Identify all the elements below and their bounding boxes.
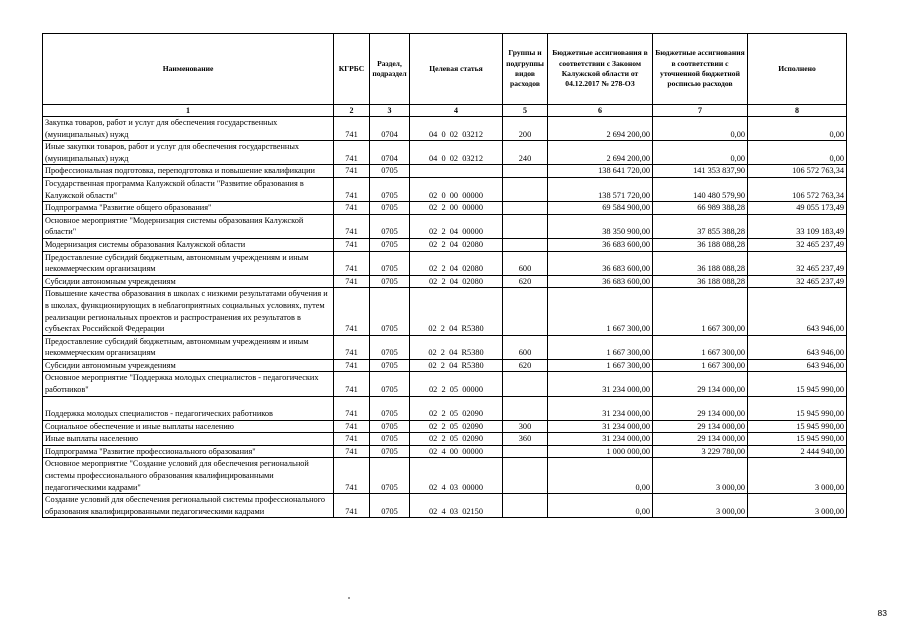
- cell-zakon: 2 694 200,00: [548, 117, 653, 141]
- cell-target: 02 2 05 02090: [410, 396, 503, 420]
- cell-zakon: 31 234 000,00: [548, 372, 653, 396]
- cell-name: Предоставление субсидий бюджетным, автономным учреждениям и иным некоммерческим организациям: [43, 251, 334, 275]
- cell-razdel: 0705: [370, 433, 410, 446]
- cell-zakon: 138 641 720,00: [548, 165, 653, 178]
- cell-kgrbs: 741: [334, 458, 370, 494]
- column-number-row: [43, 105, 847, 117]
- cell-name: Субсидии автономным учреждениям: [43, 275, 334, 288]
- cell-kgrbs: 741: [334, 202, 370, 215]
- cell-kgrbs: 741: [334, 238, 370, 251]
- cell-razdel: 0705: [370, 238, 410, 251]
- cell-razdel: 0705: [370, 372, 410, 396]
- cell-name: Социальное обеспечение и иные выплаты населению: [43, 420, 334, 433]
- table-row: [43, 214, 847, 238]
- cell-rospis: 36 188 088,28: [653, 251, 748, 275]
- cell-razdel: 0705: [370, 202, 410, 215]
- cell-target: 02 2 04 R5380: [410, 288, 503, 335]
- cell-target: 02 2 04 02080: [410, 251, 503, 275]
- table-row: [43, 396, 847, 420]
- cell-isp: 0,00: [748, 117, 847, 141]
- cell-zakon: 31 234 000,00: [548, 396, 653, 420]
- cell-razdel: 0705: [370, 445, 410, 458]
- cell-vid: 300: [503, 420, 548, 433]
- col-number: 3: [370, 105, 410, 117]
- cell-name: Основное мероприятие "Поддержка молодых специалистов - педагогических работников": [43, 372, 334, 396]
- cell-razdel: 0705: [370, 335, 410, 359]
- cell-target: 02 2 04 00000: [410, 214, 503, 238]
- cell-razdel: 0705: [370, 275, 410, 288]
- cell-kgrbs: 741: [334, 433, 370, 446]
- cell-name: Поддержка молодых специалистов - педагогических работников: [43, 396, 334, 420]
- table-row: [43, 238, 847, 251]
- cell-razdel: 0705: [370, 494, 410, 518]
- cell-name: Модернизация системы образования Калужской области: [43, 238, 334, 251]
- cell-target: 02 4 03 00000: [410, 458, 503, 494]
- cell-target: 02 2 04 02080: [410, 275, 503, 288]
- cell-isp: 3 000,00: [748, 494, 847, 518]
- cell-target: 02 0 00 00000: [410, 177, 503, 201]
- col-number: 5: [503, 105, 548, 117]
- cell-rospis: 29 134 000,00: [653, 372, 748, 396]
- cell-kgrbs: 741: [334, 372, 370, 396]
- cell-isp: 32 465 237,49: [748, 275, 847, 288]
- cell-kgrbs: 741: [334, 214, 370, 238]
- cell-rospis: 1 667 300,00: [653, 359, 748, 372]
- cell-kgrbs: 741: [334, 165, 370, 178]
- col-header-razdel: Раздел, подраздел: [370, 34, 410, 105]
- cell-vid: 360: [503, 433, 548, 446]
- table-row: [43, 445, 847, 458]
- col-header-target: Целевая статья: [410, 34, 503, 105]
- cell-rospis: 3 229 780,00: [653, 445, 748, 458]
- cell-zakon: 31 234 000,00: [548, 420, 653, 433]
- cell-name: Профессиональная подготовка, переподготовка и повышение квалификации: [43, 165, 334, 178]
- cell-rospis: 1 667 300,00: [653, 335, 748, 359]
- cell-kgrbs: 741: [334, 396, 370, 420]
- cell-isp: 106 572 763,34: [748, 165, 847, 178]
- cell-razdel: 0705: [370, 177, 410, 201]
- table-body: [43, 105, 847, 518]
- cell-razdel: 0705: [370, 396, 410, 420]
- col-number: 6: [548, 105, 653, 117]
- table-row: [43, 275, 847, 288]
- cell-isp: 643 946,00: [748, 359, 847, 372]
- cell-name: Основное мероприятие "Модернизация системы образования Калужской области": [43, 214, 334, 238]
- cell-kgrbs: 741: [334, 445, 370, 458]
- cell-isp: 32 465 237,49: [748, 238, 847, 251]
- page-number: 83: [877, 608, 887, 618]
- cell-target: 02 2 00 00000: [410, 202, 503, 215]
- cell-vid: [503, 372, 548, 396]
- cell-razdel: 0705: [370, 251, 410, 275]
- cell-razdel: 0705: [370, 420, 410, 433]
- cell-zakon: 36 683 600,00: [548, 275, 653, 288]
- cell-name: Создание условий для обеспечения региональной системы профессионального образования квалифицированными педагогическими кадрами: [43, 494, 334, 518]
- budget-table: [42, 33, 847, 518]
- cell-isp: 15 945 990,00: [748, 433, 847, 446]
- cell-razdel: 0705: [370, 165, 410, 178]
- cell-razdel: 0704: [370, 141, 410, 165]
- col-header-rospis: Бюджетные ассигнования в соответствии с уточненной бюджетной росписью расходов: [653, 34, 748, 105]
- cell-kgrbs: 741: [334, 359, 370, 372]
- cell-rospis: 140 480 579,90: [653, 177, 748, 201]
- cell-name: Закупка товаров, работ и услуг для обеспечения государственных (муниципальных) нужд: [43, 117, 334, 141]
- cell-rospis: 29 134 000,00: [653, 396, 748, 420]
- cell-name: Основное мероприятие "Создание условий для обеспечения региональной системы профессионального образования квалифицированными педагогическими кадрами": [43, 458, 334, 494]
- cell-kgrbs: 741: [334, 275, 370, 288]
- cell-name: Государственная программа Калужской области "Развитие образования в Калужской области": [43, 177, 334, 201]
- cell-vid: 600: [503, 251, 548, 275]
- cell-zakon: 38 350 900,00: [548, 214, 653, 238]
- cell-target: 02 4 00 00000: [410, 445, 503, 458]
- table-row: [43, 335, 847, 359]
- cell-zakon: 2 694 200,00: [548, 141, 653, 165]
- cell-vid: [503, 458, 548, 494]
- cell-rospis: 37 855 388,28: [653, 214, 748, 238]
- cell-kgrbs: 741: [334, 117, 370, 141]
- table-row: [43, 288, 847, 335]
- cell-vid: 620: [503, 359, 548, 372]
- table-row: [43, 372, 847, 396]
- cell-target: [410, 165, 503, 178]
- cell-razdel: 0704: [370, 117, 410, 141]
- col-header-name: Наименование: [43, 34, 334, 105]
- table-row: [43, 165, 847, 178]
- table-row: [43, 251, 847, 275]
- cell-kgrbs: 741: [334, 494, 370, 518]
- cell-isp: 106 572 763,34: [748, 177, 847, 201]
- cell-vid: [503, 177, 548, 201]
- cell-zakon: 36 683 600,00: [548, 251, 653, 275]
- cell-zakon: 0,00: [548, 494, 653, 518]
- cell-isp: 2 444 940,00: [748, 445, 847, 458]
- cell-vid: [503, 214, 548, 238]
- cell-target: 02 2 04 R5380: [410, 359, 503, 372]
- header-row: [43, 34, 847, 105]
- col-header-zakon: Бюджетные ассигнования в соответствии с Законом Калужской области от 04.12.2017 № 278-ОЗ: [548, 34, 653, 105]
- cell-razdel: 0705: [370, 288, 410, 335]
- cell-target: 02 2 04 02080: [410, 238, 503, 251]
- col-number: 7: [653, 105, 748, 117]
- cell-isp: 49 055 173,49: [748, 202, 847, 215]
- cell-razdel: 0705: [370, 214, 410, 238]
- cell-zakon: 69 584 900,00: [548, 202, 653, 215]
- cell-vid: 240: [503, 141, 548, 165]
- cell-vid: [503, 238, 548, 251]
- cell-rospis: 3 000,00: [653, 494, 748, 518]
- cell-zakon: 1 667 300,00: [548, 288, 653, 335]
- cell-name: Субсидии автономным учреждениям: [43, 359, 334, 372]
- cell-isp: 32 465 237,49: [748, 251, 847, 275]
- cell-vid: 600: [503, 335, 548, 359]
- cell-rospis: 0,00: [653, 117, 748, 141]
- cell-vid: [503, 396, 548, 420]
- table-row: [43, 202, 847, 215]
- cell-kgrbs: 741: [334, 177, 370, 201]
- col-header-isp: Исполнено: [748, 34, 847, 105]
- table-row: [43, 458, 847, 494]
- cell-target: 02 2 04 R5380: [410, 335, 503, 359]
- cell-vid: [503, 494, 548, 518]
- cell-kgrbs: 741: [334, 335, 370, 359]
- table-row: [43, 420, 847, 433]
- cell-target: 02 2 05 00000: [410, 372, 503, 396]
- cell-isp: 33 109 183,49: [748, 214, 847, 238]
- cell-rospis: 3 000,00: [653, 458, 748, 494]
- cell-name: Иные закупки товаров, работ и услуг для обеспечения государственных (муниципальных) нужд: [43, 141, 334, 165]
- cell-target: 04 0 02 03212: [410, 141, 503, 165]
- cell-rospis: 36 188 088,28: [653, 275, 748, 288]
- cell-rospis: 36 188 088,28: [653, 238, 748, 251]
- cell-target: 02 2 05 02090: [410, 420, 503, 433]
- cell-rospis: 66 989 388,28: [653, 202, 748, 215]
- cell-name: Иные выплаты населению: [43, 433, 334, 446]
- cell-vid: [503, 288, 548, 335]
- cell-kgrbs: 741: [334, 420, 370, 433]
- cell-vid: [503, 165, 548, 178]
- cell-target: 02 2 05 02090: [410, 433, 503, 446]
- cell-zakon: 1 667 300,00: [548, 335, 653, 359]
- cell-rospis: 29 134 000,00: [653, 433, 748, 446]
- col-header-kgrbs: КГРБС: [334, 34, 370, 105]
- cell-zakon: 31 234 000,00: [548, 433, 653, 446]
- cell-isp: 643 946,00: [748, 335, 847, 359]
- col-number: 2: [334, 105, 370, 117]
- table-header: [43, 34, 847, 105]
- cell-zakon: 1 667 300,00: [548, 359, 653, 372]
- cell-rospis: 0,00: [653, 141, 748, 165]
- table-row: [43, 141, 847, 165]
- cell-razdel: 0705: [370, 359, 410, 372]
- scan-speck: [348, 597, 350, 599]
- col-number: 4: [410, 105, 503, 117]
- cell-vid: 620: [503, 275, 548, 288]
- cell-isp: 15 945 990,00: [748, 372, 847, 396]
- cell-target: 02 4 03 02150: [410, 494, 503, 518]
- cell-zakon: 138 571 720,00: [548, 177, 653, 201]
- cell-vid: 200: [503, 117, 548, 141]
- cell-kgrbs: 741: [334, 288, 370, 335]
- cell-vid: [503, 202, 548, 215]
- cell-kgrbs: 741: [334, 141, 370, 165]
- cell-razdel: 0705: [370, 458, 410, 494]
- cell-name: Повышение качества образования в школах с низкими результатами обучения и в школах, функционирующих в неблагоприятных социальных условиях, путем реализации региональных проектов и распространения их результатов в субъектах Российской Федерации: [43, 288, 334, 335]
- col-number: 8: [748, 105, 847, 117]
- cell-rospis: 141 353 837,90: [653, 165, 748, 178]
- cell-isp: 3 000,00: [748, 458, 847, 494]
- cell-isp: 15 945 990,00: [748, 396, 847, 420]
- cell-name: Подпрограмма "Развитие профессионального образования": [43, 445, 334, 458]
- table-row: [43, 177, 847, 201]
- table-row: [43, 359, 847, 372]
- cell-vid: [503, 445, 548, 458]
- cell-name: Предоставление субсидий бюджетным, автономным учреждениям и иным некоммерческим организациям: [43, 335, 334, 359]
- cell-rospis: 1 667 300,00: [653, 288, 748, 335]
- col-header-vid: Группы и подгруппы видов расходов: [503, 34, 548, 105]
- cell-zakon: 0,00: [548, 458, 653, 494]
- cell-zakon: 1 000 000,00: [548, 445, 653, 458]
- col-number: 1: [43, 105, 334, 117]
- cell-isp: 0,00: [748, 141, 847, 165]
- cell-kgrbs: 741: [334, 251, 370, 275]
- cell-rospis: 29 134 000,00: [653, 420, 748, 433]
- cell-target: 04 0 02 03212: [410, 117, 503, 141]
- table-row: [43, 117, 847, 141]
- table-row: [43, 494, 847, 518]
- cell-isp: 15 945 990,00: [748, 420, 847, 433]
- cell-isp: 643 946,00: [748, 288, 847, 335]
- cell-name: Подпрограмма "Развитие общего образования": [43, 202, 334, 215]
- cell-zakon: 36 683 600,00: [548, 238, 653, 251]
- table-row: [43, 433, 847, 446]
